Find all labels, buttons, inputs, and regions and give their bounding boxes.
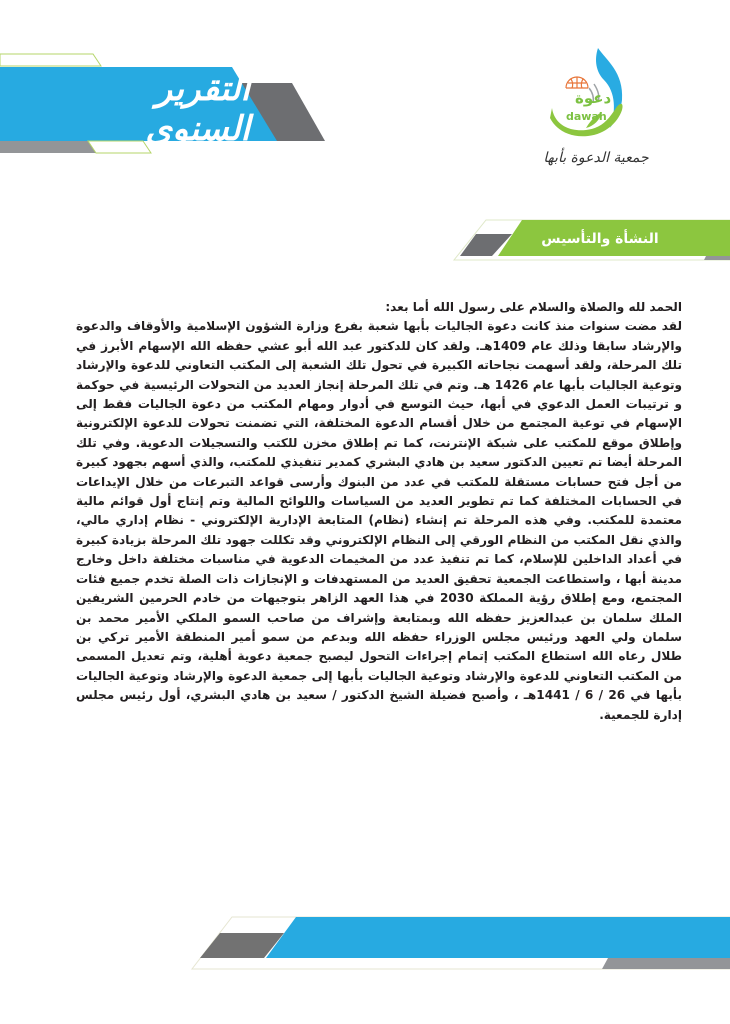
logo-arabic-wordmark: دعوة (575, 89, 612, 107)
footer-banner-shapes (180, 900, 730, 990)
logo-caption: جمعية الدعوة بأبها (543, 150, 649, 166)
organization-logo (536, 42, 656, 172)
opening-line: الحمد لله والصلاة والسلام على رسول الله أما بعد: (385, 300, 682, 314)
banner-title: التقرير السنوي (145, 69, 250, 149)
footer-blue-band (266, 917, 730, 958)
section-title: النشأة والتأسيس (541, 231, 659, 247)
footer-banner (180, 900, 730, 990)
document-body (76, 298, 682, 725)
body-paragraph: لقد مضت سنوات منذ كانت دعوة الجاليات بأبها شعبة بفرع وزارة الشؤون الإسلامية والأوقاف والدعوة والإرشاد سابقا وذلك عام 1409هـ. ولقد كان للدكتور عبد الله أبو عشي حفظه الله الإسهام الأبرز في تلك المرحلة، ولقد أسهمت نجاحاته الكبيرة في تحول تلك الشعبة إلى المكتب التعاوني للدعوة والإرشاد وتوعية الجاليات بأبها عام 1426 هـ. وتم في تلك المرحلة إنجاز العديد من التحولات الرئيسية في حوكمة و ترتيبات العمل الدعوي في أبها، حيث التوسع في أدوار ومهام المكتب من دعوة الجاليات فقط إلى الإسهام في توعية المجتمع من خلال أقسام الدعوة المختلفة، التي تضمنت تحولات للدعوة الإلكترونية وإطلاق موقع للمكتب على شبكة الإنترنت، كما تم إطلاق مخزن للكتب والتسجيلات الدعوية. وفي تلك المرحلة أيضا تم تعيين الدكتور سعيد بن هادي البشري كمدير تنفيذي للمكتب، والذي أسهم بجهود كبيرة من أجل فتح حسابات مستقلة للمكتب في عدد من البنوك وأرسى قواعد التبرعات من خلال الإيداعات في الحسابات المختلفة كما تم تطوير العديد من السياسات واللوائح المالية وتم إنتاج أول قوائم مالية معتمدة للمكتب. وفي هذه المرحلة تم إنشاء (نظام) المتابعة الإدارية الإلكتروني - نظام إداري مالي، والذي نقل المكتب من النظام الورقي إلى النظام الإلكتروني وقد تكللت جهود تلك المرحلة بزيادة كبيرة في أعداد الداخلين للإسلام، كما تم تنفيذ عدد من المخيمات الدعوية في مناسبات مختلفة داخل وخارج مدينة أبها ، واستطاعت الجمعية تحقيق العديد من المستهدفات و الإنجازات ذات الصلة تخدم جميع فئات المجتمع، ومع إطلاق رؤية المملكة 2030 في هذا العهد الزاهر بتوجيهات من خادم الحرمين الشريفين الملك سلمان بن عبدالعزيز حفظه الله وبمتابعة وإشراف من صاحب السمو الملكي الأمير محمد بن سلمان ولي العهد ورئيس مجلس الوزراء حفظه الله وبدعم من سمو أمير المنطقة الأمير تركي بن طلال رعاه الله استطاع المكتب إتمام إجراءات التحول ليصبح جمعية دعوية أهلية، وتم تعديل المسمى من المكتب التعاوني للدعوة والإرشاد وتوعية الجاليات بأبها إلى جمعية الدعوة والإرشاد وتوعية الجاليات بأبها في 26 / 6 / 1441هـ ، وأصبح فضيلة الشيخ الدكتور / سعيد بن هادي البشري، أول رئيس مجلس إدارة للجمعية. (76, 319, 683, 722)
footer-gray-tail (602, 958, 730, 969)
logo-globe-icon (566, 77, 588, 88)
logo-latin-wordmark: dawah (566, 110, 607, 123)
header-banner (0, 0, 340, 160)
section-header (450, 210, 730, 270)
banner-outline-top (0, 54, 101, 66)
section-gray-tail (704, 256, 730, 260)
